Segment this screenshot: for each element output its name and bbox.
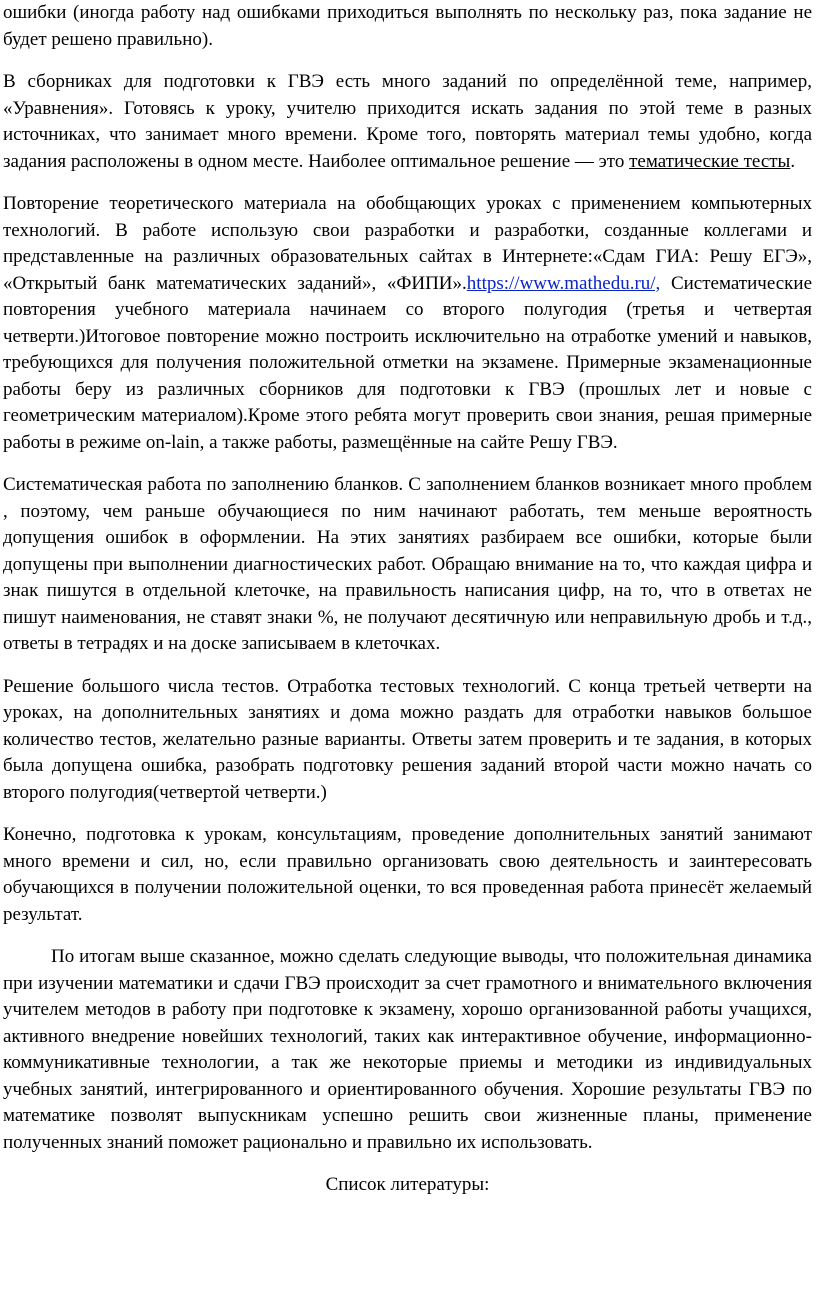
paragraph-text: Решение большого числа тестов. Отработка тестовых технологий. С конца третьей четверти на уроках, на дополнительных занятиях и дома можно раздать для отработки навыков большое количество тестов, желательно разные варианты. Ответы затем проверить и те задания, в которых была допущена ошибка, разобрать подготовку решения заданий второй части можно начать со второго полугодия(четвертой четверти.) <box>3 675 812 803</box>
paragraph-text: Повторение теоретического материала на обобщающих уроках с применением компьютерных технологий. В работе использую свои разработки и разработки, созданные коллегами и представленные на различных образовательных сайтах в Интернете:«Сдам ГИА: Решу ЕГЭ», «Открытый банк математических заданий», «ФИПИ». <box>3 193 812 294</box>
thematic-tests-underlined: тематические тесты <box>629 150 791 172</box>
paragraph-text: Конечно, подготовка к урокам, консультациям, проведение дополнительных занятий занимают много времени и сил, но, если правильно организовать свою деятельность и заинтересовать обучающихся в получении положительной оценки, то вся проведенная работа принесёт желаемый результат. <box>3 824 812 925</box>
paragraph-text: . <box>790 150 796 172</box>
paragraph-text: По итогам выше сказанное, можно сделать следующие выводы, что положительная динамика при изучении математики и сдачи ГВЭ происходит за счет грамотного и внимательного включения учителем методов в работу при подготовке к экзамену, хорошо организованной работы учащихся, активного внедрение новейших технологий, таких как интерактивное обучение, информационно-коммуникативные технологии, а так же некоторые приемы и методики из индивидуальных учебных занятий, интегрированного и ориентированного обучения. Хорошие результаты ГВЭ по математике позволят выпускникам успешно решить свои жизненные планы, применение полученных знаний поможет рационально и правильно их использовать. <box>3 946 812 1153</box>
references-heading: Список литературы: <box>325 1174 490 1195</box>
paragraph-theory-review <box>3 191 812 456</box>
paragraph-text: В сборниках для подготовки к ГВЭ есть много заданий по определённой теме, например, «Уравнения». Готовясь к уроку, учителю приходится искать задания по этой теме в разных источниках, что занимает много времени. Кроме того, повторять материал темы удобно, когда задания расположены в одном месте. Наиболее оптимальное решение — это <box>3 71 812 172</box>
paragraph-test-solving <box>3 674 812 807</box>
paragraph-text: Систематическая работа по заполнению бланков. С заполнением бланков возникает много проблем , поэтому, чем раньше обучающиеся по ним начинают работать, тем меньше вероятность допущения ошибок в оформлении. На этих занятиях разбираем все ошибки, которые были допущены при выполнении диагностических работ. Обращаю внимание на то, что каждая цифра и знак пишутся в отдельной клеточке, на правильность написания цифр, на то, что в ответах не пишут наименования, не ставят знаки %, не получают десятичную или неправильную дробь и т.д., ответы в тетрадях и на доске записываем в клеточках. <box>3 474 812 654</box>
paragraph-conclusions <box>3 944 812 1156</box>
paragraph-preparation <box>3 822 812 928</box>
paragraph-blank-forms <box>3 472 812 658</box>
paragraph-text: ошибки (иногда работу над ошибками приходиться выполнять по нескольку раз, пока задание не будет решено правильно). <box>3 2 812 50</box>
paragraph-text: Систематические повторения учебного материала начинаем со второго полугодия (третья и четвертая четверти.)Итоговое повторение можно построить исключительно на отработке умений и навыков, требующихся для получения положительной отметки на экзамене. Примерные экзаменационные работы беру из различных сборников для подготовки к ГВЭ (прошлых лет и новые с геометрическим материалом).Кроме этого ребята могут проверить свои знания, решая примерные работы в режиме on-lain, а также работы, размещённые на сайте Решу ГВЭ. <box>3 272 812 453</box>
mathedu-link[interactable]: https://www.mathedu.ru/, <box>466 272 661 294</box>
paragraph-error-work <box>3 0 812 53</box>
paragraph-thematic-tests <box>3 69 812 175</box>
